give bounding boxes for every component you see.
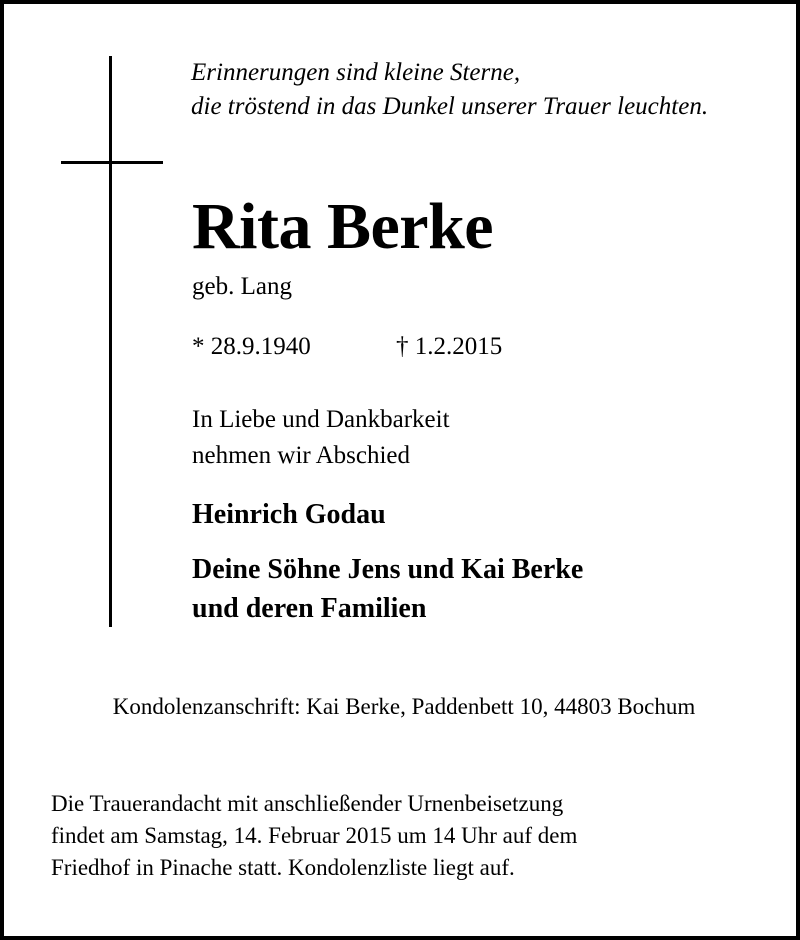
mourner-sons <box>192 550 583 628</box>
cross-horizontal-bar <box>61 161 163 164</box>
farewell-line-2: nehmen wir Abschied <box>192 442 411 469</box>
birth-name: geb. Lang <box>192 273 292 300</box>
deceased-name: Rita Berke <box>192 190 494 263</box>
ceremony-info <box>51 788 577 884</box>
condolence-address: Kondolenzanschrift: Kai Berke, Paddenbett 10, 44803 Bochum <box>112 694 696 719</box>
farewell-line-1: In Liebe und Dankbarkeit <box>192 406 450 433</box>
birth-date: * 28.9.1940 <box>192 333 311 360</box>
farewell-text <box>192 402 450 474</box>
death-date: † 1.2.2015 <box>396 333 503 360</box>
quote-line-2: die tröstend in das Dunkel unserer Trauer leuchten. <box>191 93 709 120</box>
mourner-sons-line-1: Deine Söhne Jens und Kai Berke <box>192 554 584 585</box>
ceremony-line-2: findet am Samstag, 14. Februar 2015 um 14 Uhr auf dem <box>51 823 578 848</box>
memorial-quote <box>191 56 708 124</box>
ceremony-line-3: Friedhof in Pinache statt. Kondolenzliste liegt auf. <box>51 855 515 880</box>
mourner-partner: Heinrich Godau <box>192 499 386 530</box>
ceremony-line-1: Die Trauerandacht mit anschließender Urnenbeisetzung <box>51 791 564 816</box>
mourner-sons-line-2: und deren Familien <box>192 593 427 624</box>
cross-vertical-bar <box>109 56 112 627</box>
quote-line-1: Erinnerungen sind kleine Sterne, <box>191 59 521 86</box>
